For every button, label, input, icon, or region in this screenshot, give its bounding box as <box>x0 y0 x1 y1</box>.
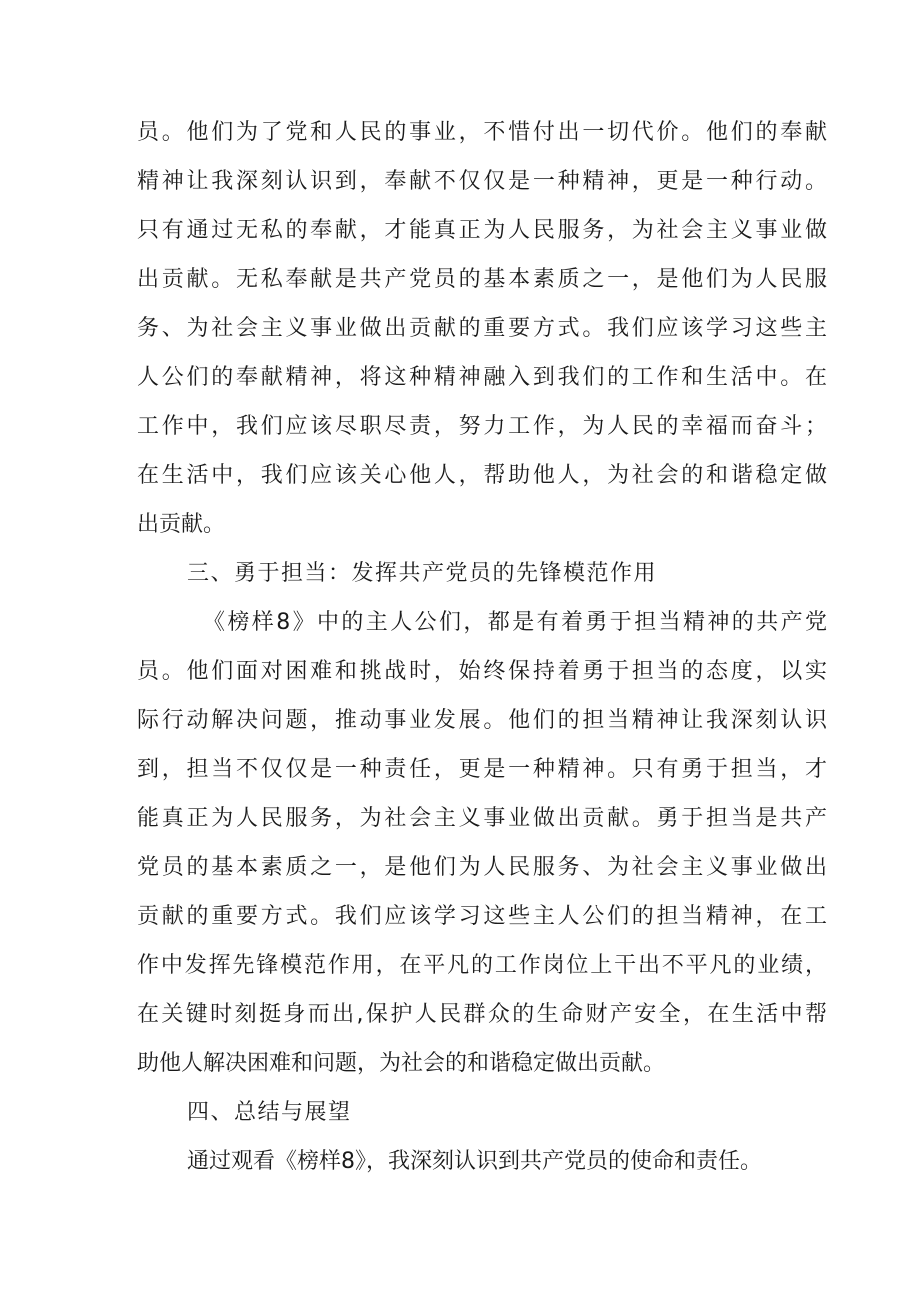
paragraph-first-line: 《榜样8》中的主人公们，都是有着勇于担当精神的共产党 <box>203 610 827 635</box>
body-line: 作中发挥先锋模范作用，在平凡的工作岗位上干出不平凡的业绩， <box>137 953 827 978</box>
body-line: 工作中，我们应该尽职尽责，努力工作，为人民的幸福而奋斗； <box>137 414 827 439</box>
body-line: 在关键时刻挺身而出,保护人民群众的生命财产安全，在生活中帮 <box>137 1002 827 1027</box>
body-line: 只有通过无私的奉献，才能真正为人民服务，为社会主义事业做 <box>137 218 827 243</box>
section-heading-4: 四、总结与展望 <box>187 1100 352 1125</box>
document-body <box>137 108 827 1186</box>
body-line: 员。他们为了党和人民的事业，不惜付出一切代价。他们的奉献 <box>137 120 827 145</box>
body-line: 在生活中，我们应该关心他人，帮助他人，为社会的和谐稳定做 <box>137 463 827 488</box>
body-line: 际行动解决问题，推动事业发展。他们的担当精神让我深刻认识 <box>137 708 827 733</box>
body-line: 能真正为人民服务，为社会主义事业做出贡献。勇于担当是共产 <box>137 806 827 831</box>
body-line: 贡献的重要方式。我们应该学习这些主人公们的担当精神，在工 <box>137 904 827 929</box>
body-line: 精神让我深刻认识到，奉献不仅仅是一种精神，更是一种行动。 <box>137 169 827 194</box>
body-line: 务、为社会主义事业做出贡献的重要方式。我们应该学习这些主 <box>137 316 827 341</box>
body-line: 出贡献。无私奉献是共产党员的基本素质之一，是他们为人民服 <box>137 267 827 292</box>
section-heading-3: 三、勇于担当：发挥共产党员的先锋模范作用 <box>187 561 658 586</box>
body-line: 员。他们面对困难和挑战时，始终保持着勇于担当的态度，以实 <box>137 659 827 684</box>
paragraph-first-line: 通过观看《榜样8》，我深刻认识到共产党员的使命和责任。 <box>187 1149 762 1174</box>
body-line: 人公们的奉献精神，将这种精神融入到我们的工作和生活中。在 <box>137 365 827 390</box>
body-line: 到，担当不仅仅是一种责任，更是一种精神。只有勇于担当，才 <box>137 757 827 782</box>
body-line: 党员的基本素质之一，是他们为人民服务、为社会主义事业做出 <box>137 855 827 880</box>
body-line: 出贡献。 <box>137 512 226 537</box>
body-line: 助他人解决困难和问题，为社会的和谐稳定做出贡献。 <box>137 1051 666 1076</box>
